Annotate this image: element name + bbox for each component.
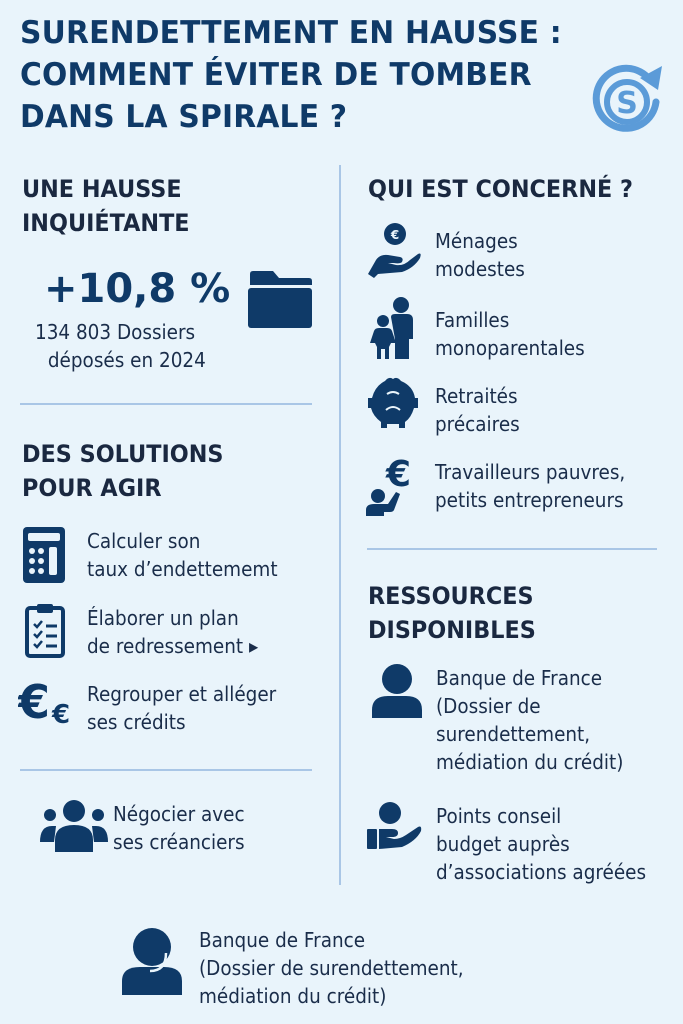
section-divider <box>367 548 657 550</box>
spiral-refresh-s-icon <box>588 58 666 136</box>
folder-icon <box>247 270 313 330</box>
group-people-icon <box>40 800 108 854</box>
section-heading-solutions: DES SOLUTIONS POUR AGIR <box>22 440 224 502</box>
concerne-item-travailleurs: Travailleurs pauvres, petits entrepreneurs <box>435 460 626 512</box>
svg-text:S: S <box>616 86 638 121</box>
footer-banque-de-france[interactable]: Banque de France (Dossier de surendettement, médiation du crédit) <box>199 928 464 1008</box>
concerne-item-retraites: Retraités précaires <box>435 384 520 436</box>
stat-description: 134 803 Dossiers déposés en 2024 <box>35 320 206 372</box>
parent-child-icon <box>369 295 415 359</box>
person-icon <box>372 664 422 718</box>
concerne-item-menages: Ménages modestes <box>435 229 525 281</box>
person-euro-icon <box>366 452 422 516</box>
section-divider <box>20 403 312 405</box>
section-heading-concerne: QUI EST CONCERNÉ ? <box>368 175 633 203</box>
svg-text:€: € <box>18 676 51 726</box>
solution-item-plan[interactable]: Élaborer un plan de redressement ▸ <box>87 606 259 658</box>
title-line-2: COMMENT ÉVITER DE TOMBER <box>20 57 532 93</box>
solution-item-regrouper: Regrouper et alléger ses crédits <box>87 682 277 734</box>
negocier-text: Négocier avec ses créanciers <box>113 802 245 854</box>
hand-coin-icon <box>366 222 422 280</box>
section-divider <box>20 769 312 771</box>
section-heading-ressources: RESSOURCES DISPONIBLES <box>368 582 536 644</box>
section-heading-hausse: UNE HAUSSE INQUIÉTANTE <box>22 175 190 237</box>
ressource-item-banque-de-france[interactable]: Banque de France (Dossier de surendettement, médiation du crédit) <box>436 666 624 774</box>
svg-text:€: € <box>52 700 71 726</box>
page-title <box>20 12 577 138</box>
hand-person-icon <box>366 801 422 855</box>
clipboard-checklist-icon <box>25 602 65 658</box>
column-divider <box>339 165 341 885</box>
sad-piggy-bank-icon <box>367 376 419 430</box>
concerne-item-familles: Familles monoparentales <box>435 308 585 360</box>
ressource-item-points-conseil[interactable]: Points conseil budget auprès d’associations agréées <box>436 804 647 884</box>
title-line-3: DANS LA SPIRALE ? <box>20 99 348 135</box>
svg-text:€: € <box>390 228 400 242</box>
solution-item-calculer: Calculer son taux d’endettememt <box>87 529 278 581</box>
title-line-1: SURENDETTEMENT EN HAUSSE : <box>20 15 562 51</box>
euro-coins-icon <box>18 676 74 726</box>
stat-value: +10,8 % <box>44 266 231 312</box>
svg-text:€: € <box>386 454 412 495</box>
headset-person-icon <box>122 925 182 995</box>
calculator-icon <box>23 527 65 583</box>
